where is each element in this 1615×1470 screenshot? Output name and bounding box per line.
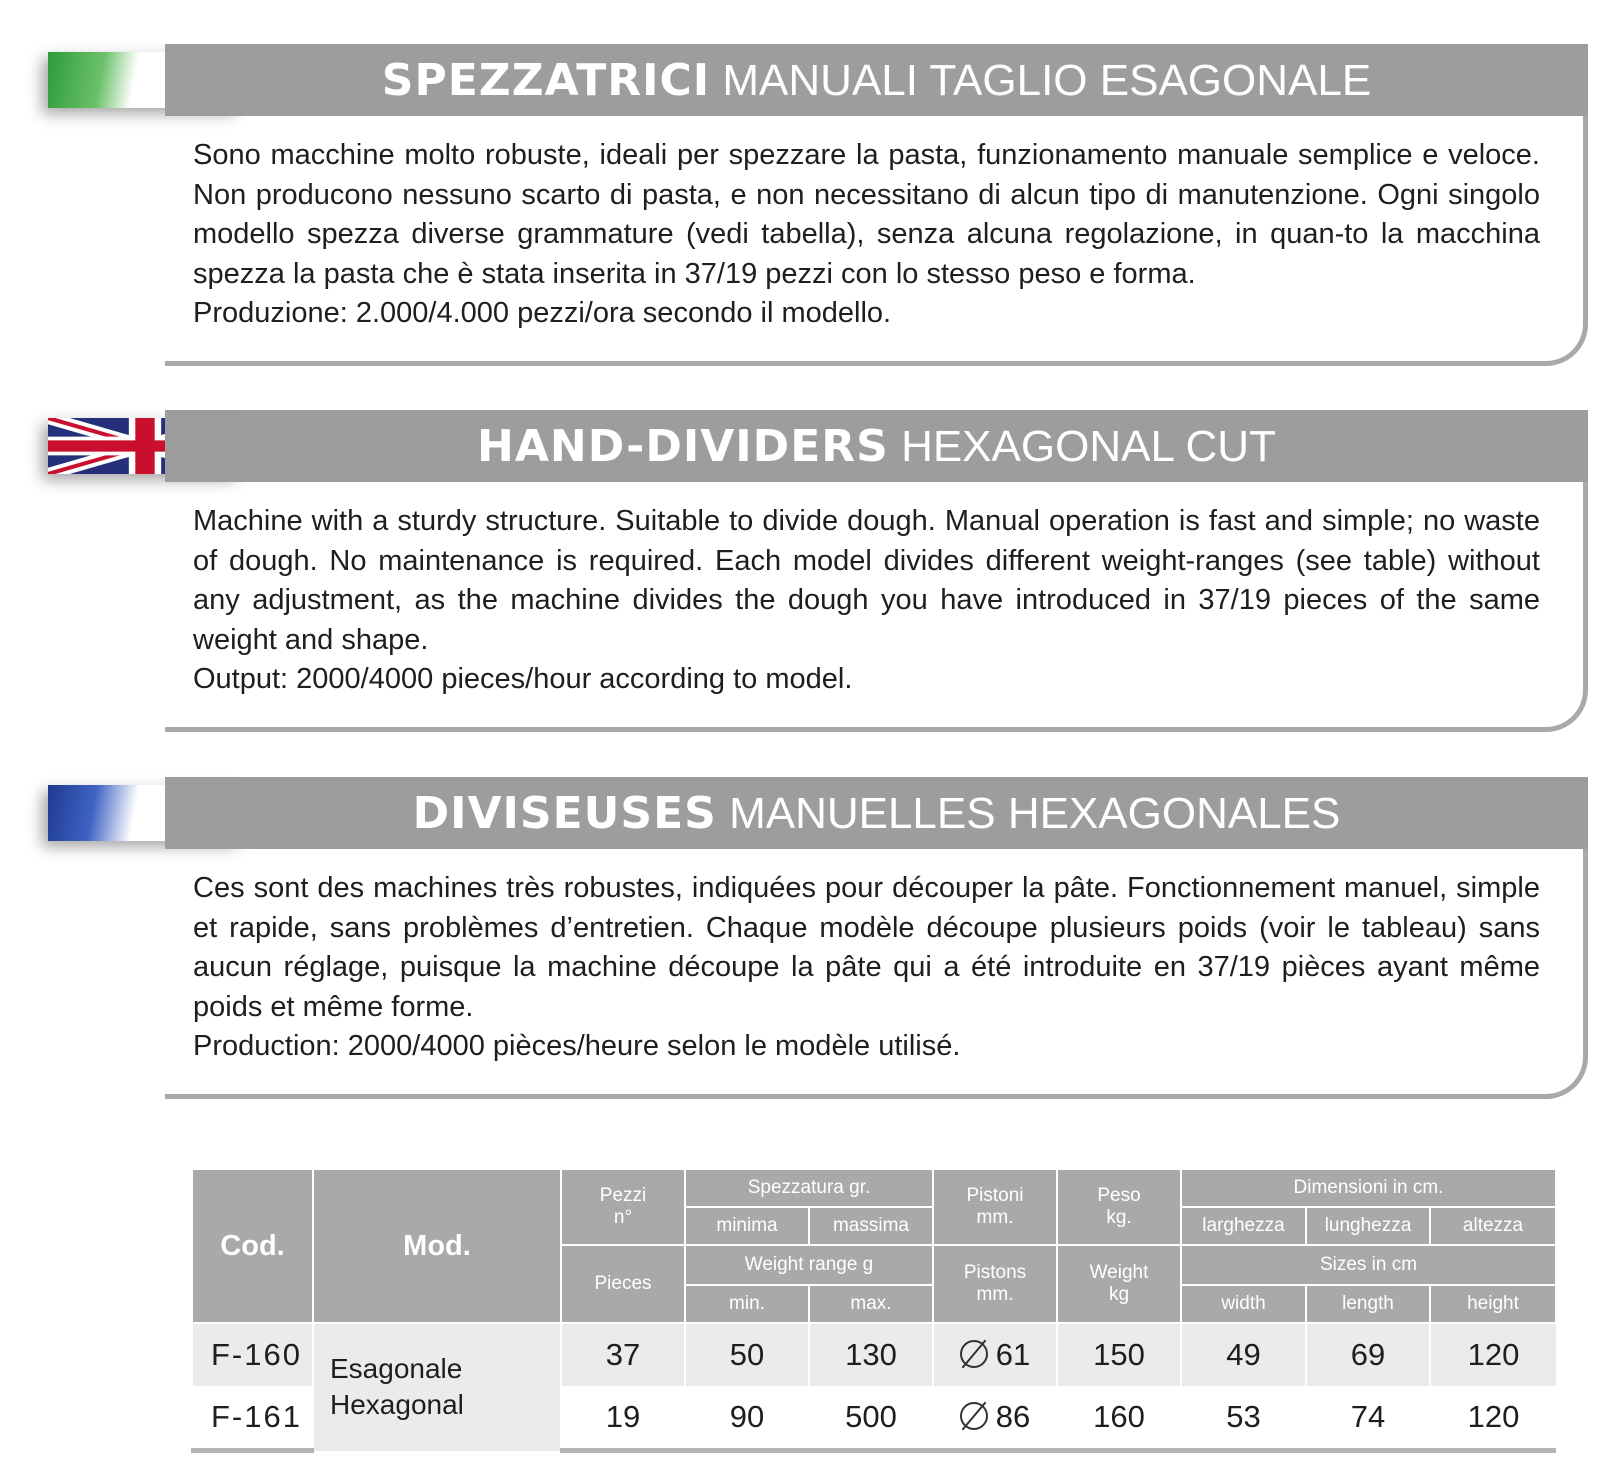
cell-pieces: 37 [561,1323,685,1386]
header-pistoni-unit: mm. [976,1207,1014,1228]
header-pezzi-unit: n° [613,1207,633,1228]
header-pistoni [933,1169,1057,1245]
cell-height: 120 [1430,1323,1556,1386]
header-massima: massima [809,1207,933,1245]
paragraph: Sono macchine molto robuste, ideali per spezzare la pasta, funzionamento manuale semplice e veloce. Non producono nessuno scarto di pasta, e non necessitano di alcun tipo di manutenzione. Ogni singolo modello spezza diverse grammature (vedi tabella), senza alcuna regolazione, in quan-to la macchina spezza la pasta che è stata inserita in 37/19 pezzi con lo stesso peso e forma. [193,139,1540,290]
cell-pieces: 19 [561,1386,685,1451]
header-minima: minima [685,1207,809,1245]
header-larghezza: larghezza [1181,1207,1306,1245]
paragraph: Ces sont des machines très robustes, indiquées pour découper la pâte. Fonctionnement manuel, simple et rapide, sans problèmes d’entretien. Chaque modèle découpe plusieurs poids (voir le tableau) sans aucun réglage, puisque la machine découpe la pâte qui a été introduite en 37/19 pièces ayant même poids et même forme. [193,872,1540,1023]
header-min: min. [685,1285,809,1323]
header-weight-range: Weight range g [685,1245,933,1285]
header-max: max. [809,1285,933,1323]
header-height: height [1430,1285,1556,1323]
header-length: length [1306,1285,1430,1323]
model-line: Esagonale [330,1353,463,1385]
pistons-value: 61 [995,1337,1031,1372]
cell-height: 120 [1430,1386,1556,1451]
model-line: Hexagonal [330,1389,464,1421]
section-title [165,777,1588,849]
table-row [192,1323,1556,1386]
cell-width: 49 [1181,1323,1306,1386]
paragraph: Machine with a sturdy structure. Suitable to divide dough. Manual operation is fast and simple; no waste of dough. No maintenance is required. Each model divides different weight-ranges (see table) without any adjustment, as the machine divides the dough you have introduced in 37/19 pieces of the same weight and shape. [193,505,1540,656]
header-peso-unit: kg. [1106,1207,1132,1228]
paragraph: Output: 2000/4000 pieces/hour according to model. [193,663,853,695]
section-title [165,44,1588,116]
cell-weight: 150 [1057,1323,1181,1386]
header-weight [1057,1245,1181,1323]
header-pistons-label: Pistons [963,1262,1027,1283]
section-italian [0,44,1615,364]
cell-min: 50 [685,1323,809,1386]
section-english [0,410,1615,730]
section-french [0,777,1615,1097]
title-light: MANUELLES HEXAGONALES [729,789,1341,838]
cell-min: 90 [685,1386,809,1451]
header-pistons-unit: mm. [976,1284,1014,1305]
header-peso-label: Peso [1097,1185,1141,1206]
header-sizes: Sizes in cm [1181,1245,1556,1285]
section-body [193,869,1540,1067]
section-body [193,136,1540,334]
diameter-icon [960,1402,988,1430]
cell-max: 130 [809,1323,933,1386]
header-pezzi-label: Pezzi [599,1185,647,1206]
header-pieces: Pieces [561,1245,685,1323]
diameter-icon [960,1340,988,1368]
title-bold: DIVISEUSES [412,788,717,839]
cell-length: 74 [1306,1386,1430,1451]
title-light: HEXAGONAL CUT [901,422,1276,471]
header-weight-label: Weight [1089,1262,1149,1283]
cell-weight: 160 [1057,1386,1181,1451]
cell-model [313,1323,561,1451]
pistons-value: 86 [995,1399,1031,1434]
cell-max: 500 [809,1386,933,1451]
paragraph: Production: 2000/4000 pièces/heure selon le modèle utilisé. [193,1030,961,1062]
section-body [193,502,1540,700]
header-altezza: altezza [1430,1207,1556,1245]
cell-pistons [933,1323,1057,1386]
header-dimensioni: Dimensioni in cm. [1181,1169,1556,1207]
cell-width: 53 [1181,1386,1306,1451]
header-peso [1057,1169,1181,1245]
spec-table [191,1168,1557,1453]
title-bold: HAND-DIVIDERS [477,421,889,472]
cell-cod: F-161 [192,1386,313,1451]
header-width: width [1181,1285,1306,1323]
header-mod: Mod. [313,1169,561,1323]
section-title [165,410,1588,482]
cell-pistons [933,1386,1057,1451]
header-pistons [933,1245,1057,1323]
header-lunghezza: lunghezza [1306,1207,1430,1245]
title-bold: SPEZZATRICI [381,55,711,106]
header-cod: Cod. [192,1169,313,1323]
header-pezzi [561,1169,685,1245]
paragraph: Produzione: 2.000/4.000 pezzi/ora secondo il modello. [193,297,892,329]
cell-cod: F-160 [192,1323,313,1386]
header-weight-unit: kg [1108,1284,1130,1305]
cell-length: 69 [1306,1323,1430,1386]
header-spezzatura: Spezzatura gr. [685,1169,933,1207]
header-pistoni-label: Pistoni [966,1185,1024,1206]
title-light: MANUALI TAGLIO ESAGONALE [722,56,1372,105]
